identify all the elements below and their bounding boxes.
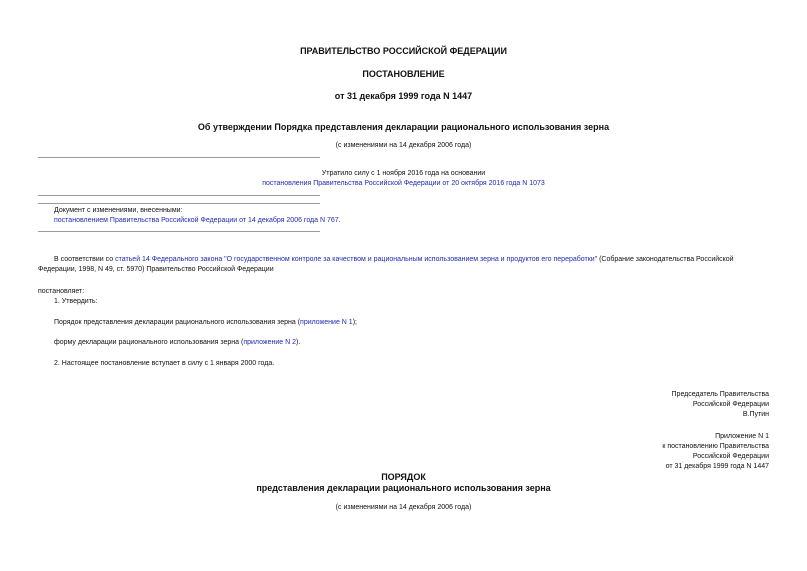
preamble-line-2: Федерации, 1998, N 49, ст. 5970) Правительство Российской Федерации <box>38 266 274 273</box>
changes-suffix: . <box>338 217 341 224</box>
form-text: форму декларации рационального использования зерна ( <box>54 339 244 346</box>
appendix-2-link[interactable]: приложение N 2 <box>243 339 296 346</box>
signature-country: Российской Федерации <box>692 401 769 408</box>
order-text: Порядок представления декларации рационального использования зерна ( <box>54 319 301 326</box>
preamble-prefix: В соответствии со <box>54 256 116 263</box>
item-1: 1. Утвердить: <box>54 298 98 305</box>
divider <box>38 231 320 232</box>
form-approval-line <box>54 339 300 346</box>
preamble-suffix: (Собрание законодательства Российской <box>597 256 734 263</box>
form-end: ). <box>295 339 301 346</box>
changes-line <box>54 217 341 224</box>
document-type: ПОСТАНОВЛЕНИЕ <box>362 69 445 79</box>
changes-decree-link[interactable]: постановлением Правительства Российской Федерации от 14 декабря 2006 года N 767 <box>54 217 339 224</box>
divider <box>38 195 320 196</box>
divider <box>38 203 320 204</box>
document-date-number: от 31 декабря 1999 года N 1447 <box>334 91 473 101</box>
changes-label: Документ с изменениями, внесенными: <box>54 207 183 214</box>
item-2: 2. Настоящее постановление вступает в силу с 1 января 2000 года. <box>54 360 275 367</box>
law-article-link[interactable]: статьей 14 Федерального закона "О государственном контроле за качеством и рациональным использованием зерна и продуктов его переработки" <box>115 256 598 263</box>
appendix-label: Приложение N 1 <box>715 433 769 440</box>
amendments-note: (с изменениями на 14 декабря 2006 года) <box>335 142 472 149</box>
appendix-ref-line-2: к постановлению Правительства <box>662 443 769 450</box>
order-end: ); <box>352 319 357 326</box>
preamble-line-1 <box>54 256 734 263</box>
order-approval-line <box>54 319 357 326</box>
basis-decree-link[interactable]: постановления Правительства Российской Федерации от 20 октября 2016 года N 1073 <box>262 180 545 187</box>
appendix-ref-line-3: Российской Федерации <box>692 453 769 460</box>
appendix-1-link[interactable]: приложение N 1 <box>300 319 353 326</box>
order-amendments-note: (с изменениями на 14 декабря 2006 года) <box>335 504 472 511</box>
signature-title: Председатель Правительства <box>671 391 769 398</box>
government-name: ПРАВИТЕЛЬСТВО РОССИЙСКОЙ ФЕДЕРАЦИИ <box>300 46 507 56</box>
decree-word: постановляет: <box>38 288 85 295</box>
document-title: Об утверждении Порядка представления декларации рационального использования зерна <box>197 122 610 132</box>
lost-force-note: Утратило силу с 1 ноября 2016 года на основании <box>321 170 486 177</box>
appendix-ref-line-4: от 31 декабря 1999 года N 1447 <box>665 463 769 470</box>
order-heading: ПОРЯДОК <box>381 472 426 482</box>
order-subheading: представления декларации рационального использования зерна <box>256 483 551 493</box>
signature-name: В.Путин <box>742 411 769 418</box>
divider <box>38 157 320 158</box>
lost-force-basis <box>0 180 807 187</box>
